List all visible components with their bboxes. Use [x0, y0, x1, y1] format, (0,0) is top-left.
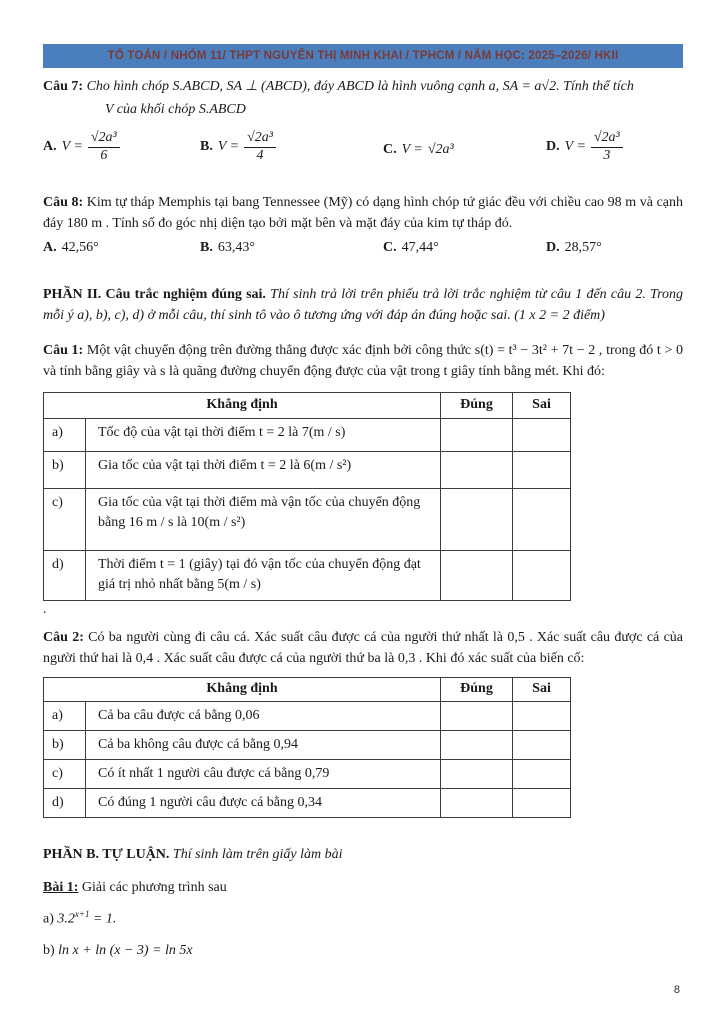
- bai1-b-equation: ln x + ln (x − 3) = ln 5x: [58, 942, 193, 958]
- bai1-b-label: b): [43, 942, 55, 958]
- q8-option-a: A. 42,56°: [43, 240, 99, 255]
- question-7-text: [43, 76, 683, 97]
- header-true: Đúng: [441, 393, 513, 419]
- q7-option-a: A. V = $\frac{\text{√2a³}}{6}$: [43, 130, 120, 165]
- header-banner: [43, 44, 683, 68]
- partB-title: PHẦN B. TỰ LUẬN.: [43, 847, 170, 862]
- q8-option-d: D. 28,57°: [546, 240, 602, 255]
- bai1-text: Giải các phương trình sau: [81, 880, 227, 895]
- table-row: a) Tốc độ của vật tại thời điểm t = 2 là 7(m / s): [44, 419, 571, 452]
- answer-cell-false: [513, 419, 571, 452]
- header-banner-text: TỔ TOÁN / NHÓM 11/ THPT NGUYỄN THỊ MINH KHAI / TPHCM / NĂM HỌC: 2025–2026/ HKII: [107, 50, 619, 62]
- answer-cell-false: [513, 789, 571, 818]
- q7-option-a-fraction: $\frac{\text{√2a³}}{6}$: [88, 130, 120, 165]
- question-7-label: Câu 7:: [43, 79, 84, 94]
- answer-cell-false: [513, 489, 571, 551]
- q8-option-c: C. 47,44°: [383, 240, 439, 255]
- answer-cell-false: [513, 760, 571, 789]
- partB-note: Thí sinh làm trên giấy làm bài: [172, 847, 343, 862]
- question-1-label: Câu 1:: [43, 343, 84, 358]
- stray-period: .: [43, 602, 47, 617]
- table-row: d) Có đúng 1 người câu được cá bằng 0,34: [44, 789, 571, 818]
- table-header-row: [44, 393, 571, 419]
- question-8-label: Câu 8:: [43, 195, 84, 210]
- answer-cell-true: [441, 419, 513, 452]
- bai1-item-a: [43, 908, 683, 930]
- table-row: c) Có ít nhất 1 người câu được cá bằng 0,79: [44, 760, 571, 789]
- question-1-text: [43, 340, 683, 382]
- answer-cell-false: [513, 702, 571, 731]
- question-7-line2: V của khối chóp S.ABCD: [105, 102, 246, 117]
- q7-option-d-fraction: $\frac{\text{√2a³}}{3}$: [591, 130, 623, 165]
- q7-option-c: C. V = √2a³: [383, 142, 454, 157]
- q7-option-b: B. V = $\frac{\text{√2a³}}{4}$: [200, 130, 276, 165]
- answer-cell-false: [513, 731, 571, 760]
- table-header-row: [44, 678, 571, 702]
- answer-cell-true: [441, 452, 513, 489]
- question-7-options: [43, 130, 683, 178]
- table-row: d) Thời điểm t = 1 (giây) tại đó vận tốc của chuyển động đạt giá trị nhỏ nhất bằng 5(m / s): [44, 551, 571, 601]
- answer-cell-true: [441, 731, 513, 760]
- question-2-text: [43, 627, 683, 669]
- part2-instructions: Thí sinh trả lời trên phiếu trả lời trắc nghiệm từ câu 1 đến câu 2. Trong mỗi ý a), b), c), d) ở mỗi câu, thí sinh tô vào ô tương ứng với đáp án đúng hoặc sai. (1 x 2 = 2 điểm): [43, 287, 683, 323]
- part2-title: PHẦN II. Câu trắc nghiệm đúng sai.: [43, 287, 266, 302]
- header-false: Sai: [513, 678, 571, 702]
- question-2-table: [43, 677, 571, 818]
- q8-option-b: B. 63,43°: [200, 240, 255, 255]
- answer-cell-true: [441, 702, 513, 731]
- question-2-label: Câu 2:: [43, 630, 84, 645]
- header-false: Sai: [513, 393, 571, 419]
- bai1-a-equation-pre: 3.2: [57, 911, 75, 927]
- question-1-table: [43, 392, 571, 601]
- document-content: [43, 44, 683, 961]
- bai1-a-exponent: x+1: [74, 909, 90, 919]
- bai1-a-equation-post: = 1.: [89, 911, 117, 927]
- part2-heading: [43, 284, 683, 326]
- q7-option-c-value: √2a³: [427, 142, 454, 157]
- bai1-label: Bài 1:: [43, 880, 79, 895]
- header-statement: Khẳng định: [44, 393, 441, 419]
- table-row: c) Gia tốc của vật tại thời điểm mà vận tốc của chuyển động bằng 16 m / s là 10(m / s²): [44, 489, 571, 551]
- table-row: b) Gia tốc của vật tại thời điểm t = 2 là 6(m / s²): [44, 452, 571, 489]
- bai1-heading: [43, 877, 683, 898]
- table-row: b) Cả ba không câu được cá bằng 0,94: [44, 731, 571, 760]
- bai1-a-label: a): [43, 911, 54, 927]
- partB-heading: [43, 844, 683, 865]
- header-statement: Khẳng định: [44, 678, 441, 702]
- question-8-options: [43, 240, 683, 264]
- question-8-text: [43, 192, 683, 234]
- q7-option-d: D. V = $\frac{\text{√2a³}}{3}$: [546, 130, 623, 165]
- q7-option-b-fraction: $\frac{\text{√2a³}}{4}$: [244, 130, 276, 165]
- question-7-body: Cho hình chóp S.ABCD, SA ⊥ (ABCD), đáy ABCD là hình vuông cạnh a, SA = a√2. Tính thể tích: [86, 79, 634, 94]
- answer-cell-false: [513, 452, 571, 489]
- answer-cell-true: [441, 760, 513, 789]
- question-1-body: Một vật chuyển động trên đường thẳng được xác định bởi công thức s(t) = t³ − 3t² + 7t − 2 , trong đó t > 0 và tính bằng giây và s là quãng đường chuyển động được của vật trong t giây tính bằng mét. Khi đó:: [43, 343, 683, 379]
- answer-cell-false: [513, 551, 571, 601]
- question-8-body: Kim tự tháp Memphis tại bang Tennessee (Mỹ) có dạng hình chóp tứ giác đều với chiều cao 98 m và cạnh đáy 180 m . Tính số đo góc nhị diện tạo bởi mặt bên và mặt đáy của kim tự tháp đó.: [43, 195, 684, 231]
- page-number: 8: [673, 984, 680, 996]
- bai1-item-b: [43, 940, 683, 961]
- answer-cell-true: [441, 551, 513, 601]
- question-2-body: Có ba người cùng đi câu cá. Xác suất câu được cá của người thứ nhất là 0,5 . Xác suất câu được cá của người thứ hai là 0,4 . Xác suất câu được cá của người thứ ba là 0,3 . Khi đó xác suất của biến cố:: [43, 630, 683, 666]
- answer-cell-true: [441, 489, 513, 551]
- answer-cell-true: [441, 789, 513, 818]
- table-row: a) Cả ba câu được cá bằng 0,06: [44, 702, 571, 731]
- header-true: Đúng: [441, 678, 513, 702]
